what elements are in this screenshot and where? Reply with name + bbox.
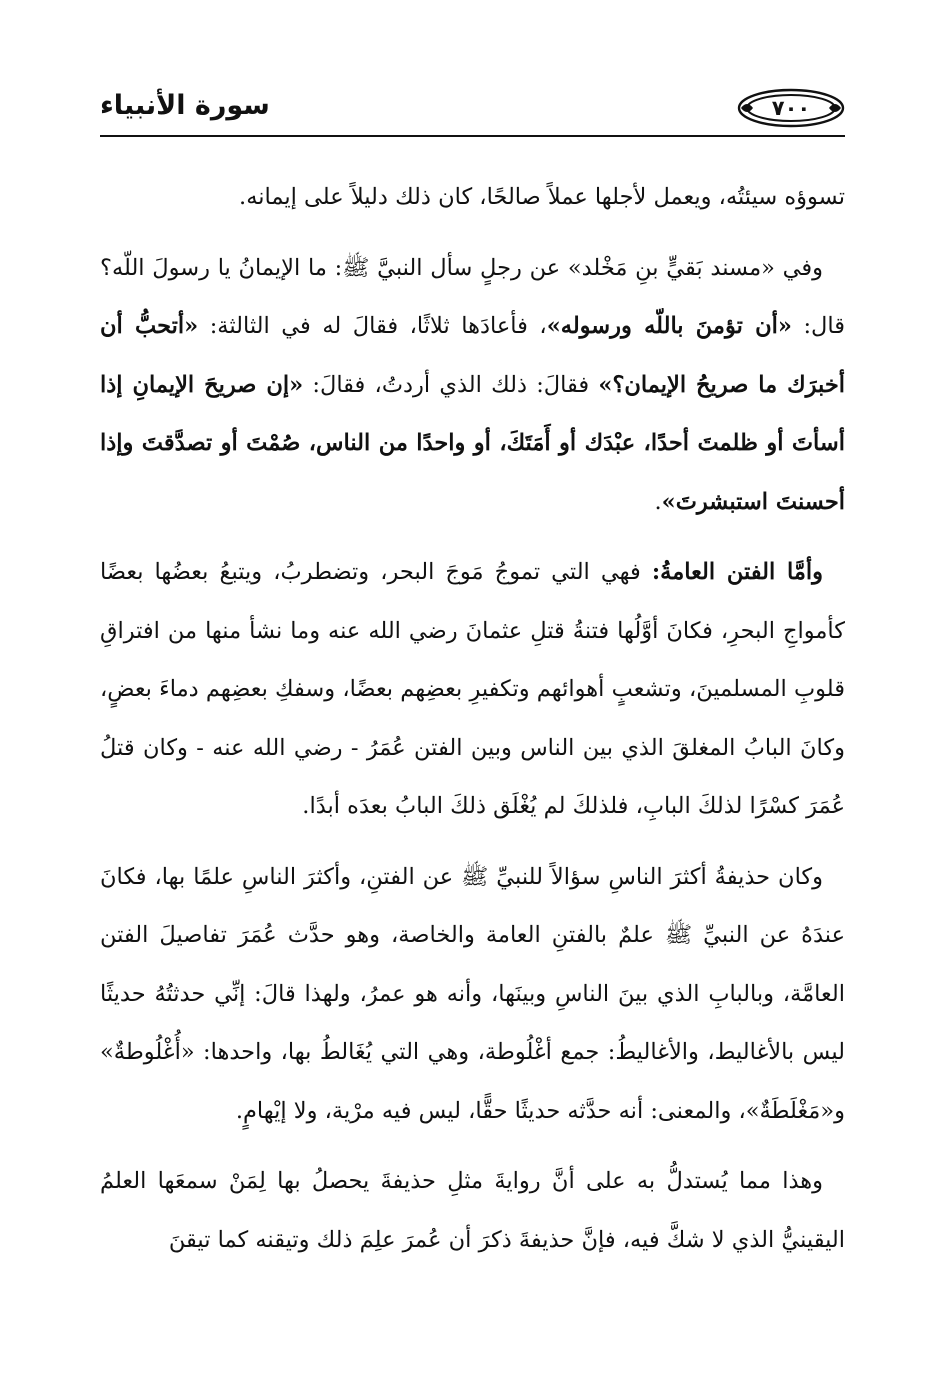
hadith-quote: «إن صريحَ الإيمانِ إذا أسأتَ أو ظلمتَ أحدًا، عبْدَك أو أَمَتَكَ، أو واحدًا من الناس، صُمْتَ أو تصدَّقتَ وإذا أحسنتَ استبشرتَ» (100, 371, 845, 515)
main-text (100, 168, 845, 1348)
paragraph-1 (100, 168, 845, 227)
paragraph-4 (100, 848, 845, 1141)
paragraph-2 (100, 239, 845, 532)
page-header (100, 88, 845, 138)
text-run: ، فأعادَها ثلاثًا، فقالَ له في الثالثة: (198, 313, 547, 339)
header-divider (100, 135, 845, 137)
section-lead: وأمَّا الفتن العامةُ: (651, 559, 823, 585)
text-run: فهي التي تموجُ مَوجَ البحر، وتضطربُ، ويتبعُ بعضُها بعضًا كأمواجِ البحرِ، فكانَ أوَّلُها فتنةُ قتلِ عثمانَ رضي الله عنه وما نشأ منها من افتراقِ قلوبِ المسلمينَ، وتشعبٍ أهوائهم وتكفيرِ بعضِهم بعضًا، وسفكِ بعضِهم دماءَ بعضٍ، وكانَ البابُ المغلقَ الذي بين الناس وبين الفتن عُمَرُ - رضي الله عنه - وكان قتلُ عُمَرَ كسْرًا لذلكَ البابِ، فلذلكَ لم يُغْلَق ذلكَ البابُ بعدَه أبدًا. (100, 559, 845, 819)
paragraph-3 (100, 543, 845, 836)
text-run: وكان حذيفةُ أكثرَ الناسِ سؤالاً للنبيِّ ﷺ عن الفتنِ، وأكثرَ الناسِ علمًا بها، فكانَ عندَهُ عن النبيِّ ﷺ علمٌ بالفتنِ العامة والخاصة، وهو حدَّث عُمَرَ تفاصيلَ الفتن العامَّة، وبالبابِ الذي بينَ الناسِ وبينَها، وأنه هو عمرُ، ولهذا قالَ: إنِّي حدثتُهُ حديثًا ليس بالأغاليط، والأغاليطُ: جمع أغْلُوطة، وهي التي يُغَالطُ بها، واحدها: «أُغْلُوطةٌ» و«مَغْلَطَةٌ»، والمعنى: أنه حدَّثه حديثًا حقًّا، ليس فيه مرْية، ولا إيْهامٍ. (100, 863, 845, 1124)
text-run: فقالَ: ذلك الذي أردتُ، فقالَ: (303, 371, 599, 398)
hadith-quote: «أن تؤمنَ باللّه ورسوله» (546, 313, 792, 339)
page-number-badge (737, 88, 845, 128)
text-run: تسوؤه سيئتُه، ويعمل لأجلها عملاً صالحًا، كان ذلك دليلاً على إيمانه. (239, 184, 845, 210)
paragraph-5 (100, 1152, 845, 1269)
hadith-quote: «أتحبُّ أن أخبرَك ما صريحُ الإيمان؟» (100, 313, 845, 398)
surah-title: سورة الأنبياء (100, 90, 270, 121)
text-run: وهذا مما يُستدلُّ به على أنَّ روايةَ مثلِ حذيفةَ يحصلُ بها لِمَنْ سمعَها العلمُ اليقينيُّ الذي لا شكَّ فيه، فإنَّ حذيفةَ ذكرَ أن عُمرَ علِمَ ذلك وتيقنه كما تيقنَ (100, 1168, 845, 1253)
text-run: . (654, 488, 662, 515)
text-run: وفي «مسند بَقيٍّ بنِ مَخْلد» عن رجلٍ سأل النبيَّ ﷺ: ما الإيمانُ يا رسولَ اللّه؟ قال: (100, 254, 845, 339)
page-number: ٧٠٠ (771, 96, 811, 120)
